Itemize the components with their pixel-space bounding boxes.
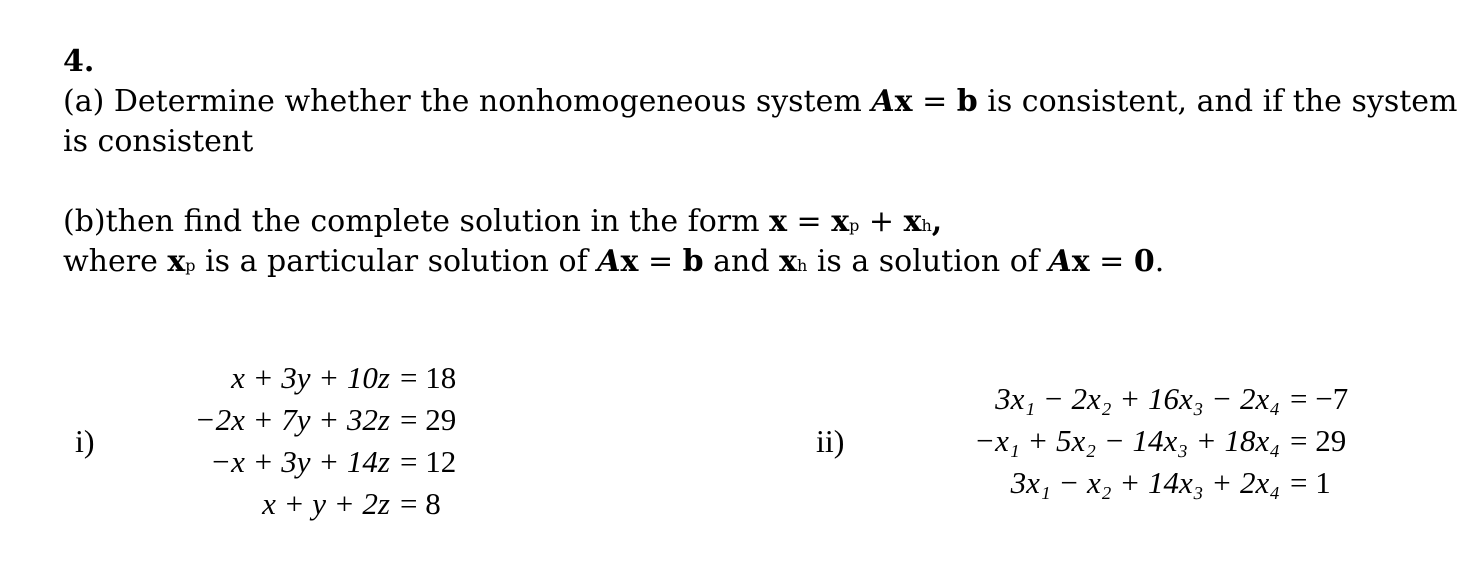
period: . — [1154, 244, 1165, 279]
subscript-h: h — [921, 216, 932, 235]
subscript-p: p — [849, 216, 860, 235]
and-text: and — [703, 244, 780, 279]
equation-rhs: = −7 — [1290, 381, 1349, 416]
equation-rhs: = 12 — [400, 444, 457, 479]
vector-x: x — [894, 84, 913, 119]
equation-rhs: = 29 — [1290, 423, 1347, 458]
vector-x: x — [769, 204, 787, 239]
problem-number: 4. — [63, 44, 95, 79]
vector-x: x — [620, 244, 639, 279]
equation-lhs: x + y + 2z — [262, 486, 390, 521]
system-ii-label: ii) — [816, 423, 845, 459]
vector-xh: x — [903, 204, 922, 239]
zero-vector: 0 — [1133, 244, 1155, 279]
vector-xp: x — [831, 204, 850, 239]
part-a-text-prefix: (a) Determine whether the nonhomogeneous system — [63, 84, 872, 119]
vector-x: x — [1071, 244, 1090, 279]
part-a-line-2: is consistent — [63, 124, 254, 159]
equals-sign: = — [912, 84, 957, 119]
comma: , — [931, 204, 943, 239]
equation-rhs: = 29 — [400, 402, 457, 437]
equation-rhs: = 18 — [400, 360, 457, 395]
subscript-h: h — [796, 256, 808, 275]
solution-text: is a solution of — [807, 244, 1049, 279]
equals-sign: = — [1089, 244, 1134, 279]
part-b-line-1 — [63, 204, 942, 239]
particular-text: is a particular solution of — [195, 244, 598, 279]
equation-lhs: x + 3y + 10z — [231, 360, 390, 395]
part-a-text-suffix: is consistent, and if the system — [977, 84, 1458, 119]
equation-lhs: −x + 3y + 14z — [210, 444, 390, 479]
part-a-line-1 — [63, 84, 1457, 119]
subscript-p: p — [185, 256, 196, 275]
equation-rhs: = 1 — [1290, 465, 1331, 500]
equals-sign: = — [787, 204, 832, 239]
matrix-A: A — [871, 84, 895, 119]
equation-rhs: = 8 — [400, 486, 441, 521]
equation-lhs: 3x₁ − 2x₂ + 16x₃ − 2x₄ — [995, 381, 1280, 416]
part-b-line-2 — [63, 244, 1164, 279]
vector-xp: x — [167, 244, 186, 279]
matrix-A: A — [597, 244, 621, 279]
where-text: where — [63, 244, 168, 279]
vector-b: b — [956, 84, 978, 119]
vector-b: b — [682, 244, 704, 279]
matrix-A: A — [1048, 244, 1072, 279]
plus-sign: + — [859, 204, 904, 239]
system-i-label: i) — [75, 423, 95, 459]
equation-lhs: −x₁ + 5x₂ − 14x₃ + 18x₄ — [974, 423, 1280, 458]
equals-sign: = — [638, 244, 683, 279]
equation-lhs: −2x + 7y + 32z — [194, 402, 390, 437]
part-b-text-prefix: (b)then find the complete solution in the form — [63, 204, 770, 239]
vector-xh: x — [779, 244, 797, 279]
equation-lhs: 3x₁ − x₂ + 14x₃ + 2x₄ — [1010, 465, 1280, 500]
